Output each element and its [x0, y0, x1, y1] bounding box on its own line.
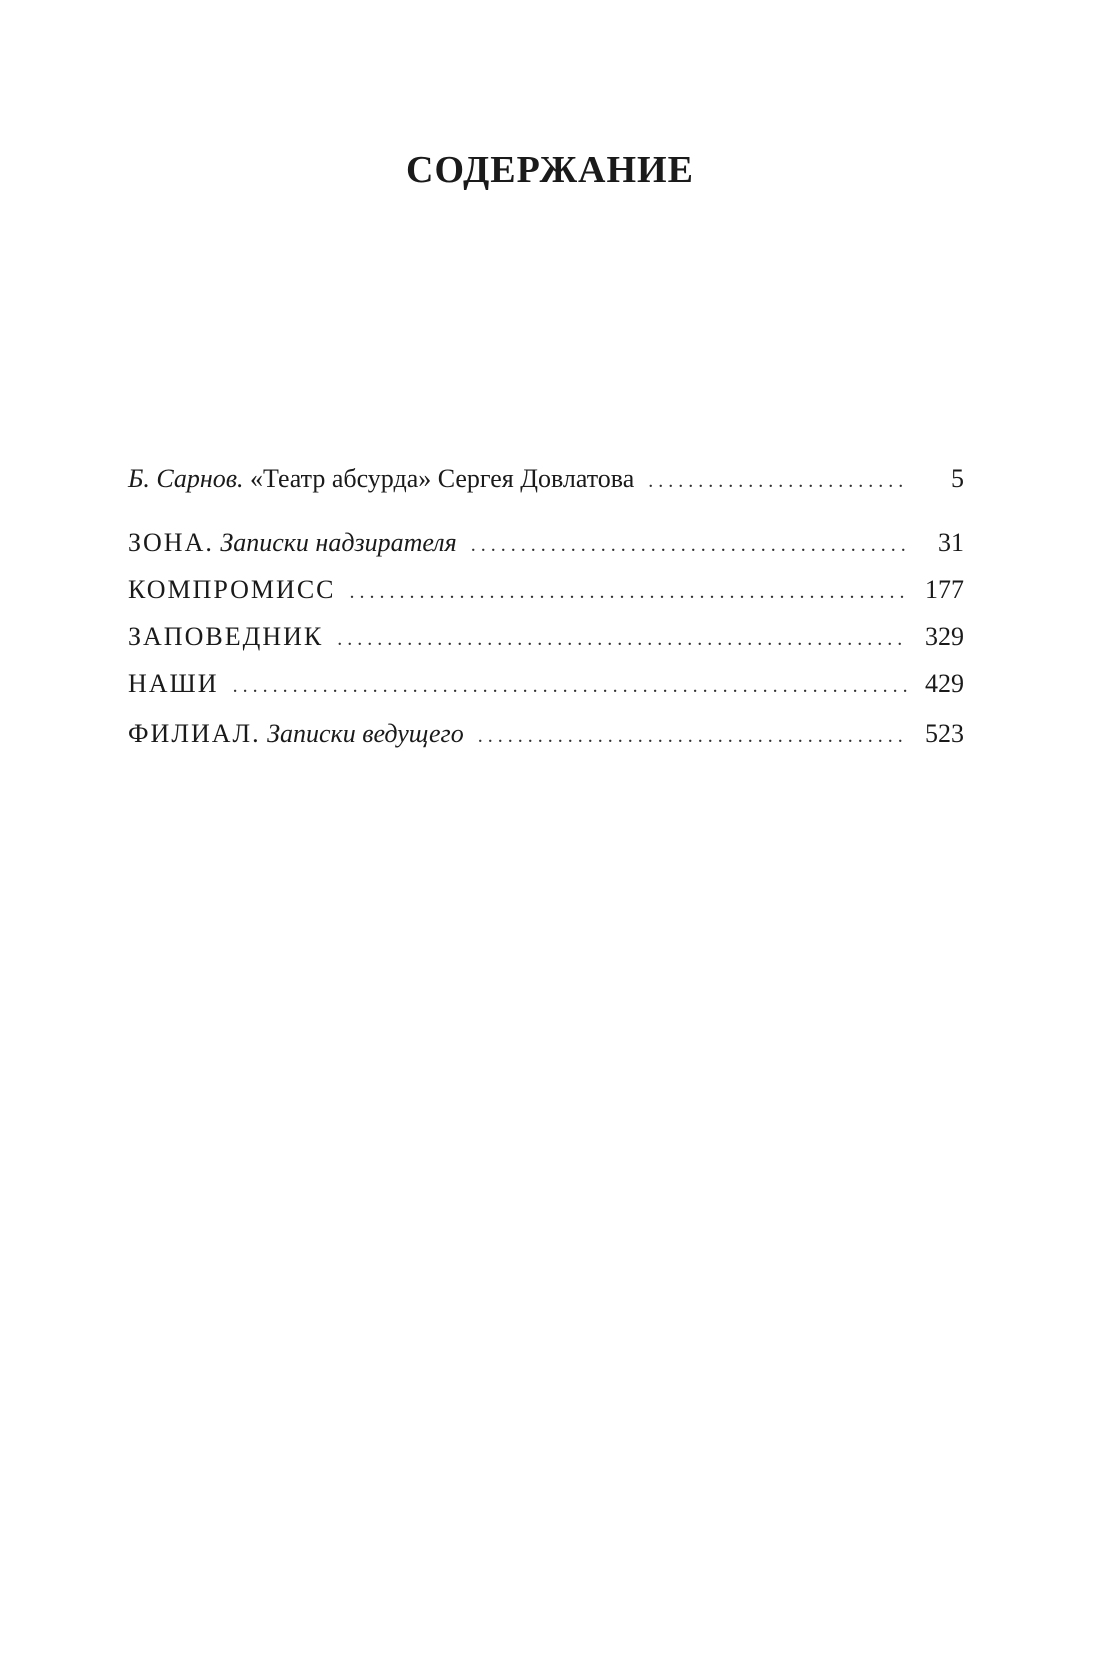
toc-entry [128, 526, 964, 560]
toc-entry [128, 667, 964, 701]
toc-entry-title: КОМПРОМИСС [128, 575, 336, 604]
toc-entry-title: ЗАПОВЕДНИК [128, 622, 324, 651]
toc-entry-title: НАШИ [128, 669, 219, 698]
toc-entry-subtitle: Записки надзирателя [220, 528, 457, 557]
toc-entry [128, 620, 964, 654]
toc-entry-page: 329 [925, 622, 964, 651]
toc-entry-title: «Театр абсурда» Сергея Довлатова [250, 464, 635, 493]
dot-leader [337, 622, 908, 656]
toc-entry [128, 573, 964, 607]
toc-entry-page: 31 [938, 528, 964, 557]
toc-entry-subtitle: Записки ведущего [267, 719, 464, 748]
toc-entry [128, 717, 964, 751]
toc-entry-label [128, 717, 478, 751]
dot-leader [648, 464, 908, 498]
toc-entry-page: 523 [925, 719, 964, 748]
toc-entry-page: 5 [951, 464, 964, 493]
toc-entry-label [128, 573, 350, 607]
toc-entry-page: 429 [925, 669, 964, 698]
dot-leader [471, 528, 908, 562]
toc-entry-label [128, 667, 233, 701]
dot-leader [478, 719, 908, 753]
toc-entry-label [128, 462, 648, 496]
toc-entry [128, 462, 964, 496]
table-of-contents [128, 462, 964, 751]
toc-entry-label [128, 620, 337, 654]
toc-entry-page: 177 [925, 575, 964, 604]
page-title: СОДЕРЖАНИЕ [406, 149, 694, 191]
dot-leader [350, 575, 909, 609]
toc-entry-title: ФИЛИАЛ. [128, 719, 261, 748]
toc-entry-label [128, 526, 471, 560]
dot-leader [233, 669, 908, 703]
toc-entry-author: Б. Сарнов. [128, 464, 244, 493]
toc-entry-title: ЗОНА. [128, 528, 214, 557]
